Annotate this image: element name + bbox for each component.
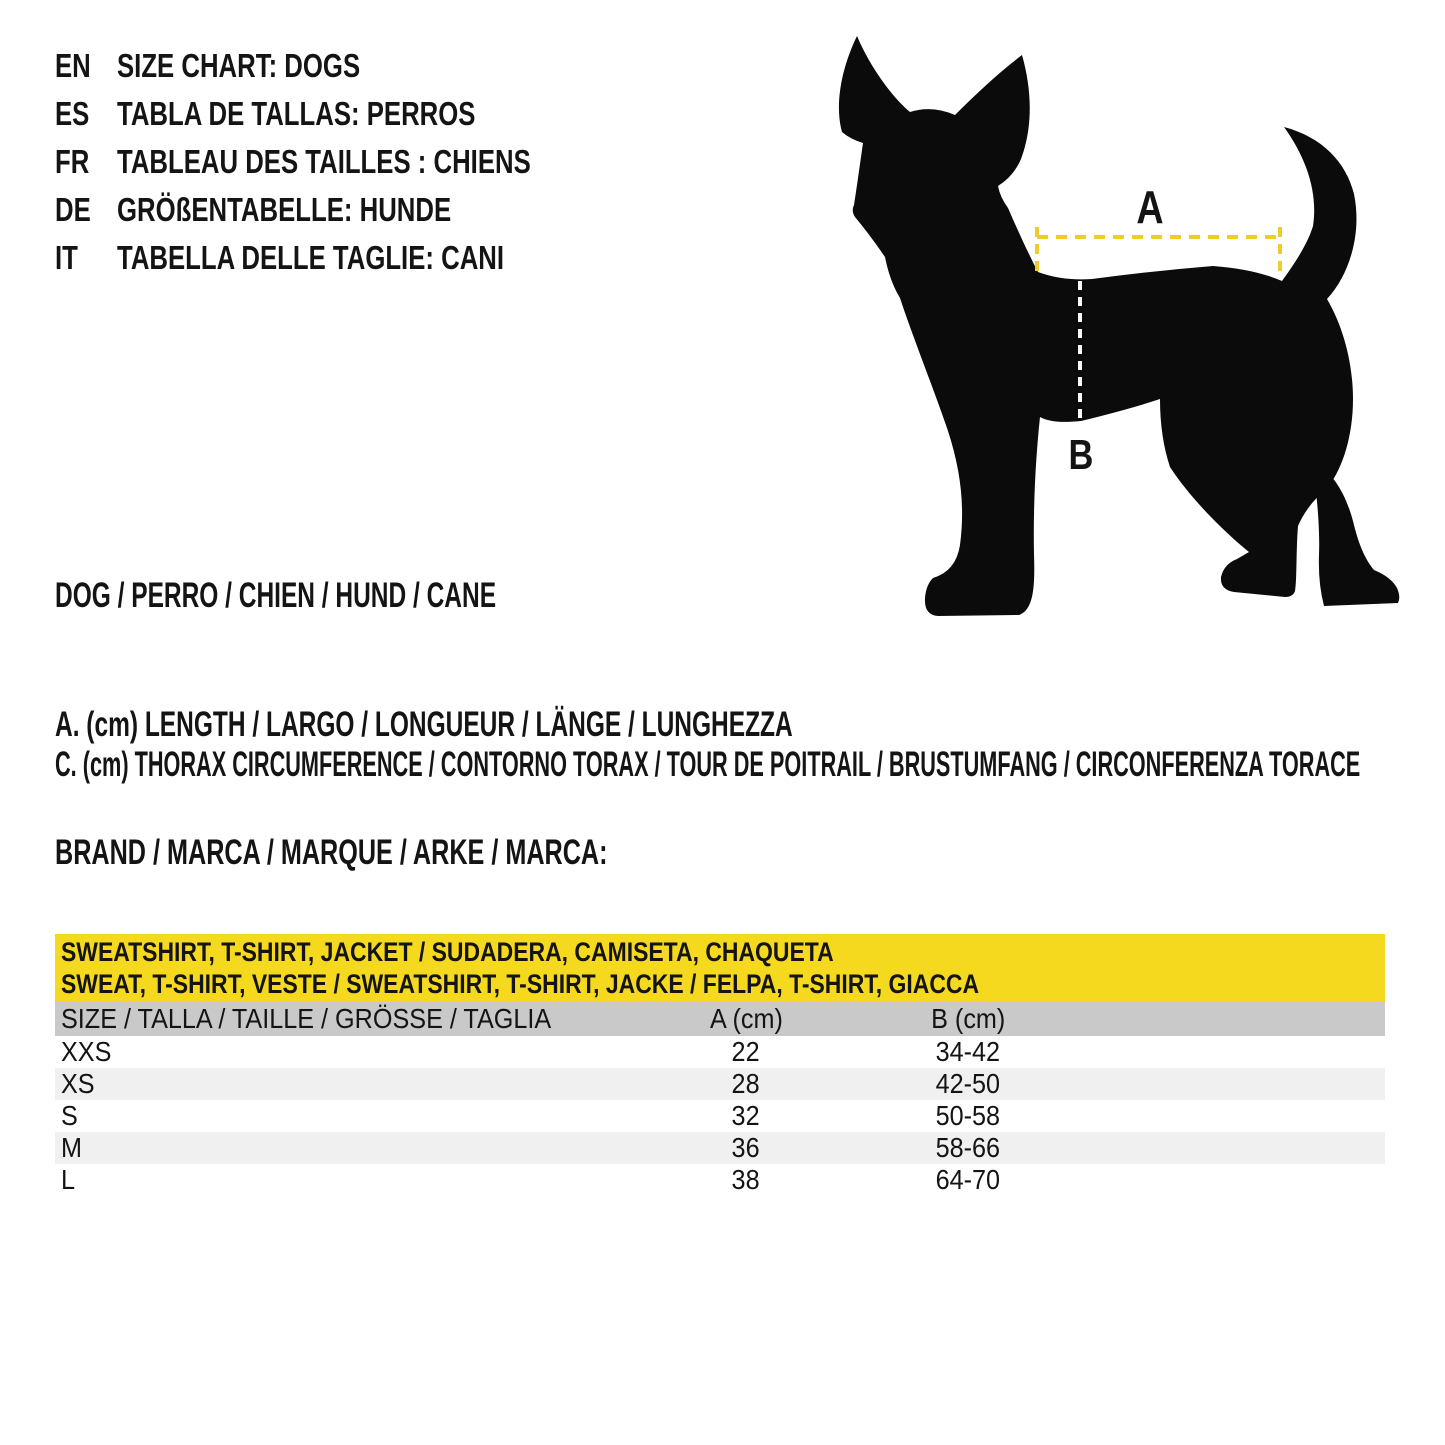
lang-code: FR bbox=[55, 143, 90, 180]
a-cell: 38 bbox=[731, 1164, 761, 1195]
col-b-header: B (cm) bbox=[930, 1003, 1006, 1034]
size-cell: XXS bbox=[61, 1036, 112, 1067]
lang-row-es bbox=[55, 90, 647, 138]
a-cell: 28 bbox=[731, 1068, 761, 1099]
figure-caption: DOG / PERRO / CHIEN / HUND / CANE bbox=[55, 576, 497, 615]
lang-row-de bbox=[55, 186, 647, 234]
lang-code: EN bbox=[55, 47, 91, 84]
a-cell: 22 bbox=[731, 1036, 761, 1067]
b-cell: 50-58 bbox=[935, 1100, 1001, 1131]
lang-title: TABELLA DELLE TAGLIE: CANI bbox=[117, 239, 505, 276]
table-row-m bbox=[55, 1132, 1385, 1164]
measure-b-label: B bbox=[1068, 431, 1094, 478]
lang-code: IT bbox=[55, 239, 78, 276]
lang-title: GRÖßENTABELLE: HUNDE bbox=[117, 191, 452, 228]
table-title-line-1: SWEATSHIRT, T-SHIRT, JACKET / SUDADERA, CAMISETA, CHAQUETA bbox=[61, 937, 834, 967]
table-row-xxs bbox=[55, 1036, 1385, 1068]
col-size-header: SIZE / TALLA / TAILLE / GRÖSSE / TAGLIA bbox=[61, 1003, 552, 1034]
lang-code: ES bbox=[55, 95, 90, 132]
lang-row-en bbox=[55, 42, 647, 90]
dog-silhouette-icon bbox=[830, 35, 1405, 620]
b-cell: 64-70 bbox=[935, 1164, 1001, 1195]
language-title-list bbox=[55, 42, 647, 282]
size-cell: M bbox=[61, 1132, 82, 1163]
table-row-xs bbox=[55, 1068, 1385, 1100]
measure-a-label: A bbox=[1136, 181, 1164, 233]
lang-title: SIZE CHART: DOGS bbox=[117, 47, 361, 84]
b-cell: 34-42 bbox=[935, 1036, 1001, 1067]
size-cell: XS bbox=[61, 1068, 95, 1099]
measurement-legend-c: C. (cm) THORAX CIRCUMFERENCE / CONTORNO TORAX / TOUR DE POITRAIL / BRUSTUMFANG / CIRCONFERENZA TORACE bbox=[55, 745, 1361, 784]
col-a-header: A (cm) bbox=[709, 1003, 783, 1034]
table-row-s bbox=[55, 1100, 1385, 1132]
table-title-banner bbox=[55, 934, 1385, 1002]
lang-title: TABLEAU DES TAILLES : CHIENS bbox=[117, 143, 531, 180]
size-cell: L bbox=[61, 1164, 76, 1195]
size-cell: S bbox=[61, 1100, 78, 1131]
a-cell: 32 bbox=[731, 1100, 761, 1131]
a-cell: 36 bbox=[731, 1132, 761, 1163]
table-title-line-2: SWEAT, T-SHIRT, VESTE / SWEATSHIRT, T-SHIRT, JACKE / FELPA, T-SHIRT, GIACCA bbox=[61, 969, 980, 999]
lang-row-it bbox=[55, 234, 647, 282]
lang-title: TABLA DE TALLAS: PERROS bbox=[117, 95, 476, 132]
dog-body bbox=[839, 36, 1399, 616]
measurement-legend-a: A. (cm) LENGTH / LARGO / LONGUEUR / LÄNGE / LUNGHEZZA bbox=[55, 705, 793, 744]
lang-code: DE bbox=[55, 191, 91, 228]
size-table bbox=[55, 934, 1385, 1196]
table-row-l bbox=[55, 1164, 1385, 1196]
dog-far-hind-leg bbox=[1312, 461, 1399, 606]
brand-line: BRAND / MARCA / MARQUE / ARKE / MARCA: bbox=[55, 833, 608, 872]
table-column-header bbox=[55, 1002, 1385, 1036]
b-cell: 58-66 bbox=[935, 1132, 1001, 1163]
b-cell: 42-50 bbox=[935, 1068, 1001, 1099]
lang-row-fr bbox=[55, 138, 647, 186]
